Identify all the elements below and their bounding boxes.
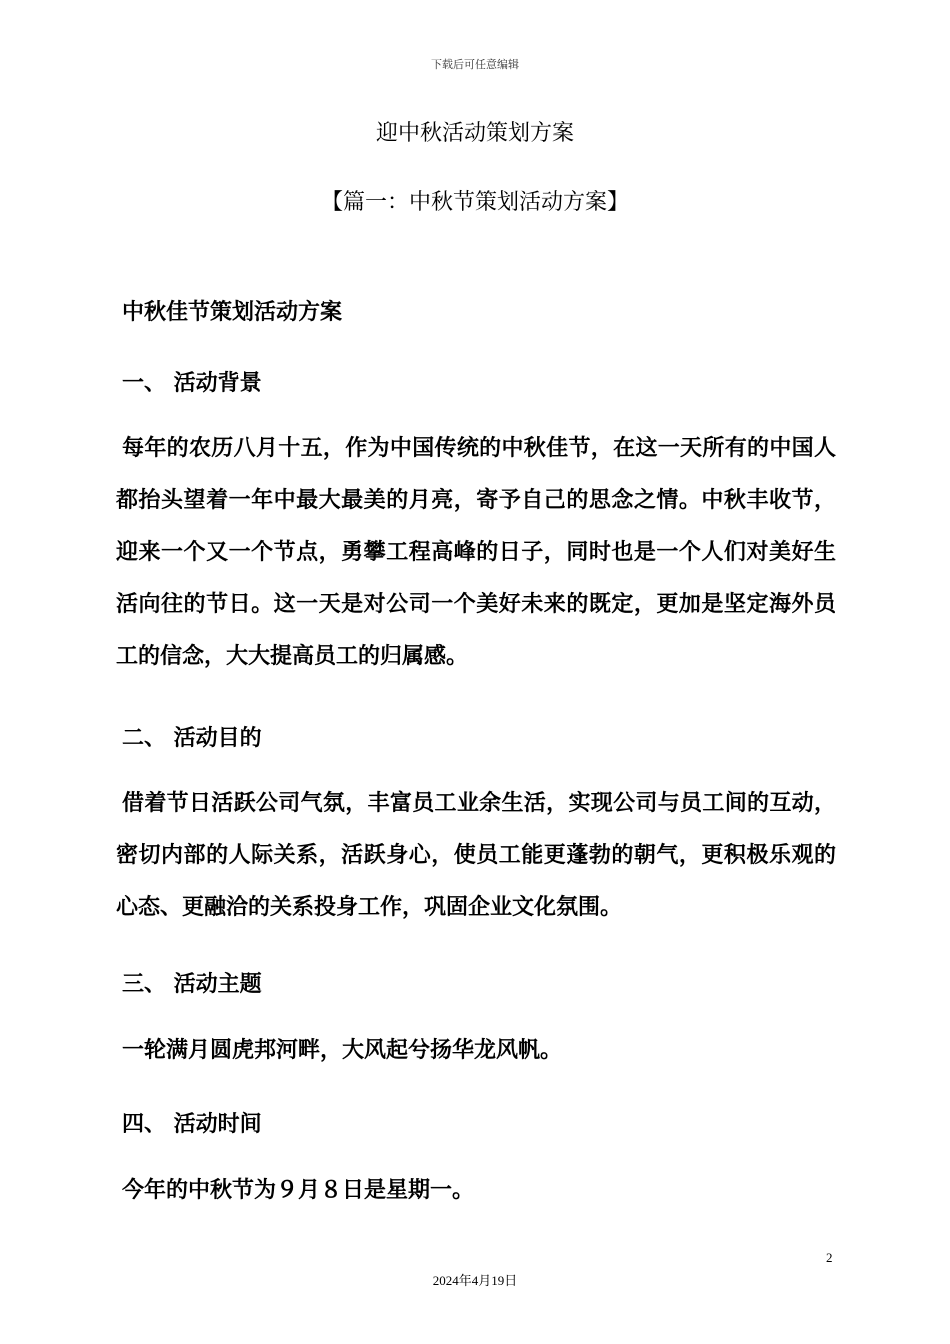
page-header: 下载后可任意编辑 [431, 58, 519, 71]
section-body-theme: 一轮满月圆虎邦河畔，大风起兮扬华龙风帆。 [122, 1038, 563, 1063]
section-heading-theme: 三、 活动主题 [122, 972, 262, 997]
section-heading-background: 一、 活动背景 [122, 371, 262, 396]
plan-title: 中秋佳节策划活动方案 [122, 300, 343, 325]
document-title: 迎中秋活动策划方案 [375, 121, 574, 146]
page-footer-date: 2024年4月19日 [432, 1273, 518, 1288]
document-subtitle: 【篇一：中秋节策划活动方案】 [320, 190, 629, 215]
section-body-time: 今年的中秋节为９月８日是星期一。 [122, 1178, 475, 1203]
section-body-purpose: 借着节日活跃公司气氛，丰富员工业余生活，实现公司与员工间的互动，密切内部的人际关系，活跃身心，使员工能更蓬勃的朝气，更积极乐观的心态、更融洽的关系投身工作，巩固企业文化氛围。 [116, 791, 836, 920]
section-body-background: 每年的农历八月十五，作为中国传统的中秋佳节，在这一天所有的中国人都抬头望着一年中最大最美的月亮，寄予自己的思念之情。中秋丰收节，迎来一个又一个节点，勇攀工程高峰的日子，同时也是一个人们对美好生活向往的节日。这一天是对公司一个美好未来的既定，更加是坚定海外员工的信念，大大提高员工的归属感。 [116, 436, 836, 669]
page-number: 2 [826, 1250, 833, 1265]
section-heading-purpose: 二、 活动目的 [122, 726, 262, 751]
section-heading-time: 四、 活动时间 [122, 1112, 262, 1137]
